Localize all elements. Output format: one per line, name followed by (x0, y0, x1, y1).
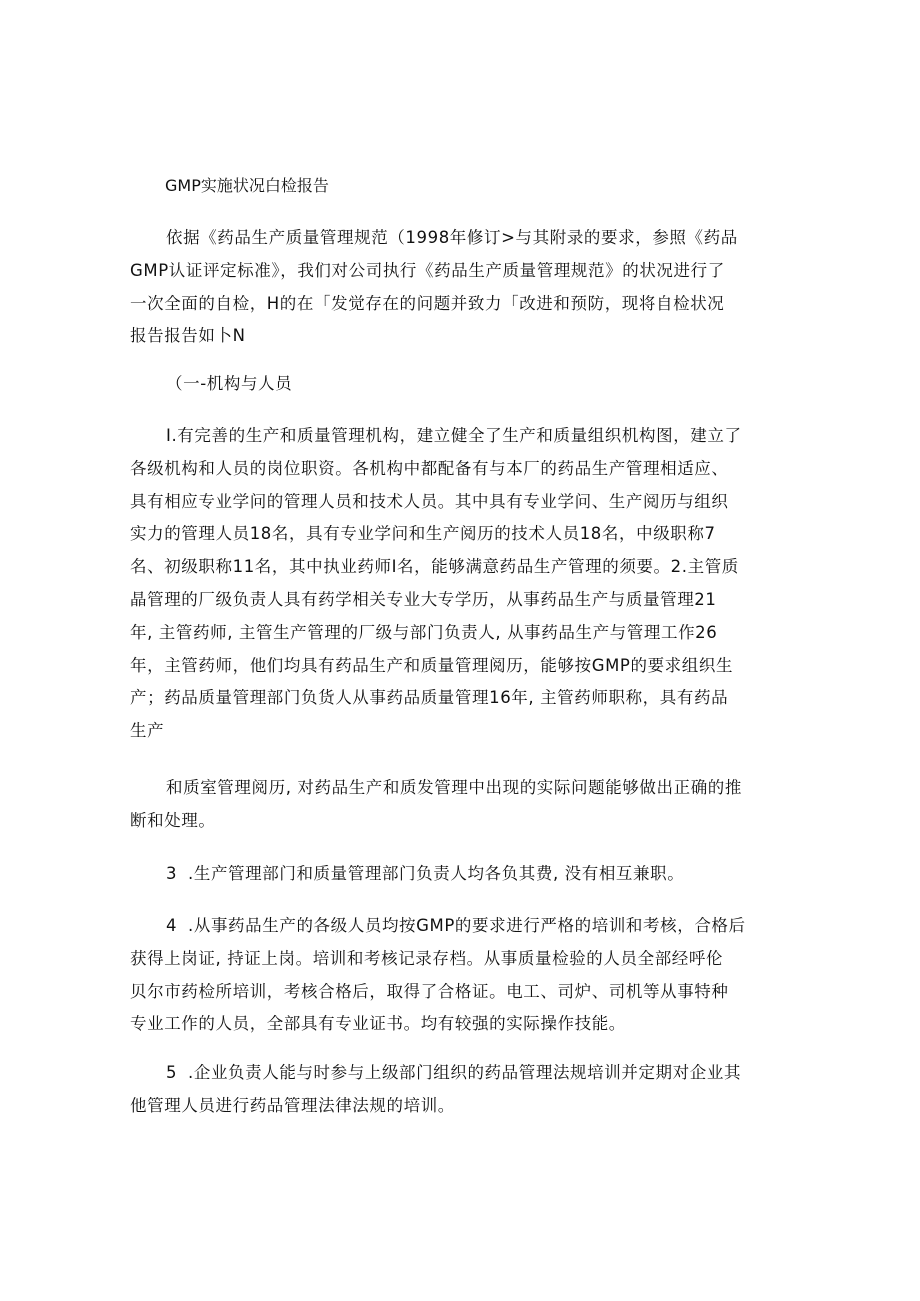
item1-continuation-paragraph (130, 772, 786, 838)
item1-line: I.有完善的生产和质量管理机构，建立健全了生产和质量组织机构图，建立了 (166, 426, 742, 445)
intro-line: GMP认证评定标准》，我们对公司执行《药品生产质量管理规范》的状况进行了 (130, 260, 725, 280)
item1-paragraph (130, 420, 786, 748)
item5-line (130, 1057, 786, 1090)
intro-line: 报告报告如卜N (130, 326, 246, 346)
item1-line: 名、初级职称11名，其中执业药师I名，能够满意药品生产管理的须要。2.主管质 (130, 557, 739, 577)
item1-line: 具有相应专业学问的管理人员和技术人员。其中具有专业学问、生产阅历与组织 (130, 491, 729, 511)
section-heading-paragraph (130, 368, 786, 401)
intro-line: 依据《药品生产质量管理规范（1998年修订>与其附录的要求，参照《药品 (166, 228, 738, 247)
item4-line: 专业工作的人员，全部具有专业证书。均有较强的实际操作技能。 (130, 1014, 626, 1034)
item3-text: .生产管理部门和质量管理部门负责人均各负其费, 没有相互兼职。 (188, 864, 685, 883)
item4-text: .从事药品生产的各级人员均按GMP的要求进行严格的培训和考核，合格后 (188, 916, 746, 935)
item3-line (130, 858, 786, 891)
item1-line: 实力的管理人员18名，具有专业学问和生产阅历的技术人员18名，中级职称7 (130, 524, 716, 544)
item1-line: 年，主管药师，他们均具有药品生产和质量管理阅历，能够按GMP的要求组织生 (130, 655, 734, 675)
item1-cont-line: 和质室管理阅历, 对药品生产和质发管理中出现的实际问题能够做出正确的推 (166, 778, 742, 797)
item4-line: 贝尔市药检所培训，考核合格后，取得了合格证。电工、司炉、司机等从事特种 (130, 981, 729, 1001)
item3-paragraph (130, 858, 786, 891)
item1-line: 晶管理的厂级负责人具有药学相关专业大专学历，从事药品生产与质量管理21 (130, 589, 717, 609)
intro-line: 一次全面的自检，H的在「发觉存在的问题并致力「改进和预防，现将自检状况 (130, 293, 725, 313)
item3-number: 3 (166, 864, 178, 883)
item5-line: 他管理人员进行药品管理法律法规的培训。 (130, 1095, 455, 1115)
item1-cont-line: 断和处理。 (130, 810, 216, 830)
item5-number: 5 (166, 1063, 178, 1082)
item1-line: 产；药品质量管理部门负货人从事药品质量管理16年, 主管药师职称，具有药品 (130, 688, 729, 708)
item5-paragraph (130, 1057, 786, 1123)
item1-line: 年, 主管药师, 主管生产管理的厂级与部门负责人, 从事药品生产与管理工作26 (130, 622, 718, 642)
document-title: GMP实施状况白检报告 (165, 176, 329, 195)
item4-number: 4 (166, 916, 178, 935)
item4-line (130, 910, 786, 943)
item1-line: 生产 (130, 721, 165, 741)
item4-line: 获得上岗证, 持证上岗。培训和考核记录存档。从事质量检验的人员全部经呼伦 (130, 948, 724, 968)
item5-text: .企业负责人能与时参与上级部门组织的药品管理法规培训并定期对企业其 (188, 1063, 742, 1082)
intro-paragraph (130, 222, 786, 353)
section-heading: （一-机构与人员 (166, 374, 293, 393)
item1-line: 各级机构和人员的岗位职资。各机构中都配备有与本厂的药品生产管理相适应、 (130, 458, 729, 478)
item4-paragraph (130, 910, 786, 1041)
